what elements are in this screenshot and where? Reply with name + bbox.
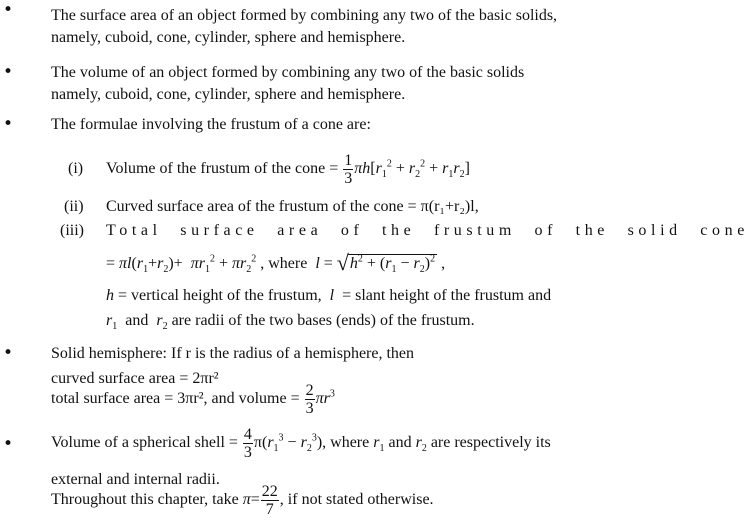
bullet-3-dot: • [3,114,14,134]
where-label: where [268,255,308,272]
hemisphere-csa: curved surface area = 2πr² [51,370,219,387]
frustum-iii-label: (iii) [60,222,84,239]
hemisphere-tsa-text: total surface area = 3πr², and volume = [51,390,300,407]
one-third-fraction: $\frac{1}{3}$ [344,151,353,187]
shell-and: and [388,434,412,451]
bullet-4-dot: • [3,343,14,363]
height-definition: h = vertical height of the frustum, l = slant height of the frustum and [106,287,552,304]
radii-def-text: are radii of the two bases (ends) of the frustum. [171,312,475,329]
bullet-2-line-2: namely, cuboid, cone, cylinder, sphere and hemisphere. [51,86,406,103]
bullet-3-line-1: The formulae involving the frustum of a cone are: [51,116,371,133]
hemisphere-line-1: Solid hemisphere: If r is the radius of a hemisphere, then [51,345,415,362]
bullet-2-dot: • [3,62,14,82]
four-thirds-fraction: $\frac{4}{3}$ [243,425,252,461]
bullet-1-line-2: namely, cuboid, cone, cylinder, sphere and hemisphere. [51,29,406,46]
frustum-ii-label: (ii) [64,198,84,215]
shell-prefix: Volume of a spherical shell = [51,434,238,451]
pi-note-suffix: , if not stated otherwise. [279,491,434,508]
frustum-i-label: (i) [68,160,84,177]
shell-where: , where [322,434,370,451]
shell-formula: Volume of a spherical shell = $\frac{4}{3}$ $\pi(r_1^3 - r_2^3)$, where $r_1$ and $r_2$ are respectively its [51,425,551,461]
shell-line-2: external and internal radii. [51,471,220,488]
two-thirds-fraction: $\frac{2}{3}$ [305,381,314,417]
and-text: and [125,312,149,329]
bullet-1-dot: • [3,0,14,20]
twenty-two-sevenths-fraction: $\frac{22}{7}$ [261,482,278,518]
pi-note: Throughout this chapter, take π= $\frac{22}{7}$ , if not stated otherwise. [51,482,434,518]
hemisphere-tsa-volume: total surface area = 3πr², and volume = $\frac{2}{3}$ $\pi r^3$ [51,381,335,417]
h-def-text: = vertical height of the frustum, [118,287,322,304]
bullet-1-line-1: The surface area of an object formed by combining any two of the basic solids, [51,7,558,24]
l-def-text: = slant height of the frustum and [342,287,552,304]
bullet-2-line-1: The volume of an object formed by combining any two of the basic solids [51,64,525,81]
frustum-volume-text: Volume of the frustum of the cone = [106,160,339,177]
frustum-csa-text: Curved surface area of the frustum of the cone = π(r₁+r₂)l, [106,198,479,215]
shell-rest: are respectively its [430,434,551,451]
frustum-tsa-formula: = $\pi l(r_1+r_2)+ \pi r_1^2 + \pi r_2^2$ , where $l = √h^2 + (r_1 - r_2)^2$ , [106,250,446,276]
bullet-5-dot: • [3,434,14,454]
frustum-volume-formula: Volume of the frustum of the cone = $\frac{1}{3}$ $\pi h[r_1^2 + r_2^2 + r_1r_2]$ [106,151,470,187]
frustum-tsa-text: Total surface area of the frustum of the solid cone [106,222,749,239]
pi-note-prefix: Throughout this chapter, take [51,491,239,508]
radii-definition: $r_1$ and $r_2$ are radii of the two bases (ends) of the frustum. [106,312,475,333]
